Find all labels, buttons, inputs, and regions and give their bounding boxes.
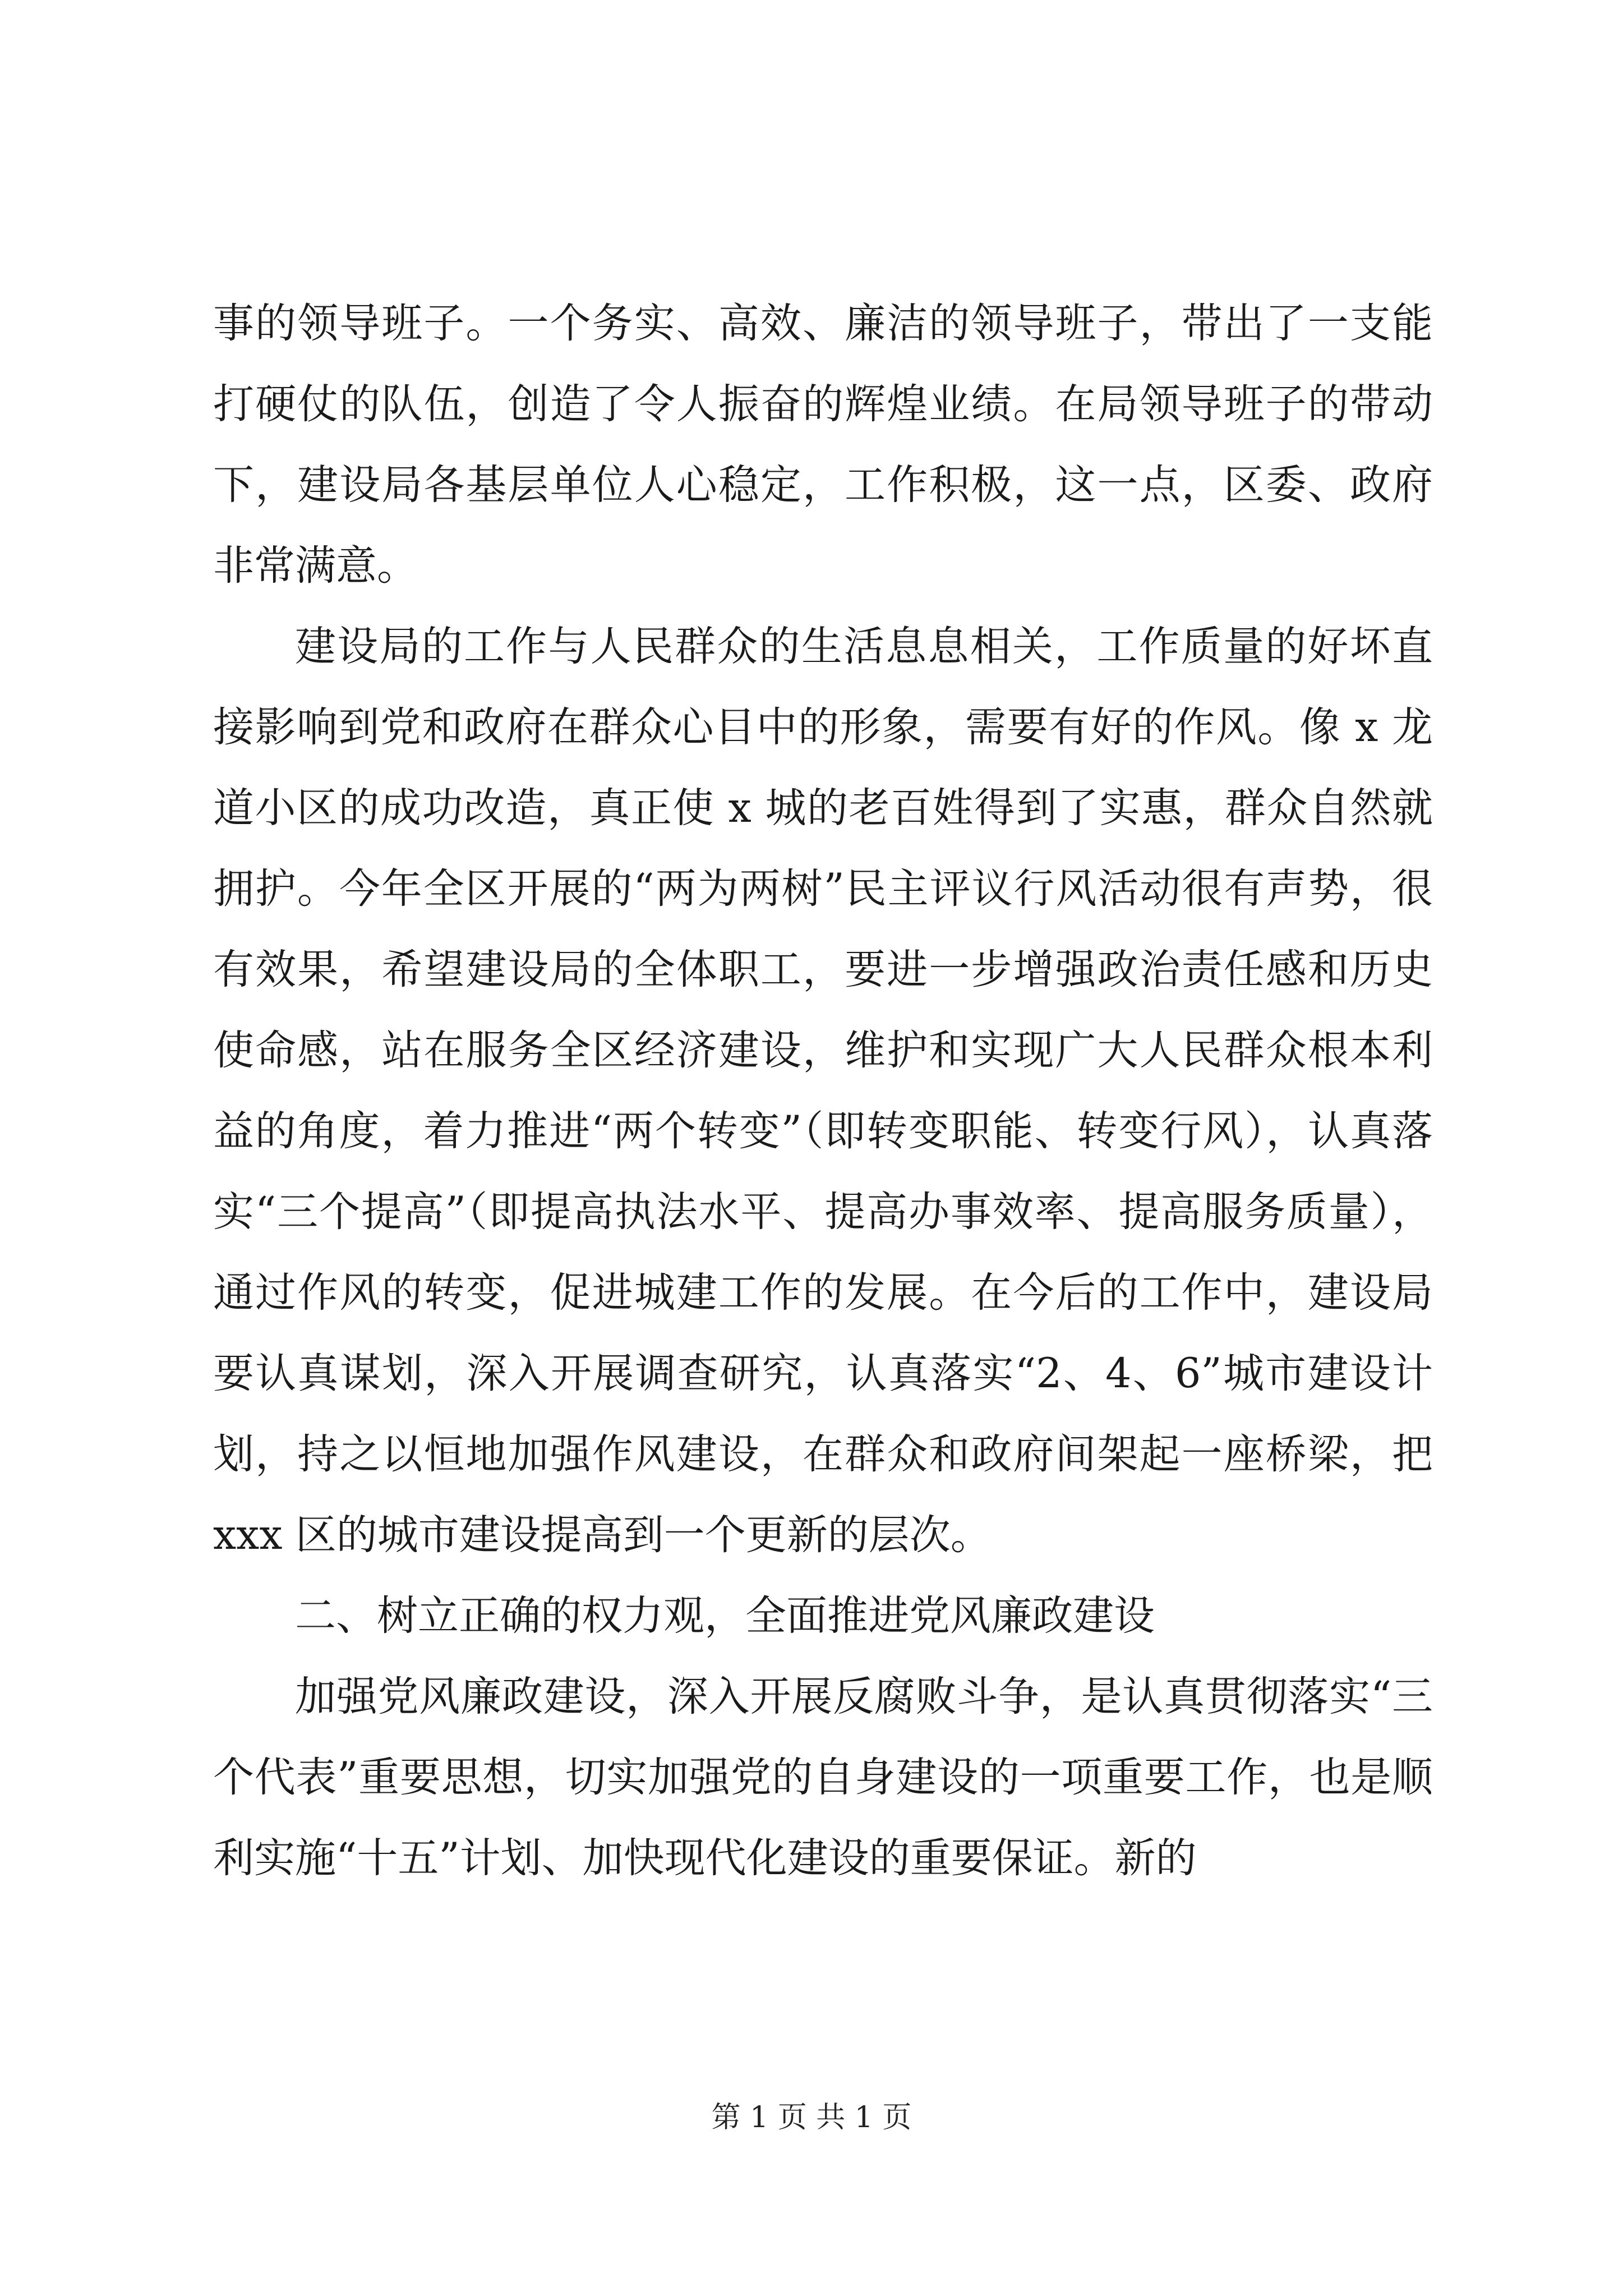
paragraph-anti-corruption: 加强党风廉政建设，深入开展反腐败斗争，是认真贯彻落实“三个代表”重要思想，切实加强党的自身建设的一项重要工作，也是顺利实施“十五”计划、加快现代化建设的重要保证。新的 (213, 1673, 1433, 1882)
section-heading: 二、树立正确的权力观，全面推进党风廉政建设 (295, 1592, 1155, 1640)
paragraph-leadership-team: 事的领导班子。一个务实、高效、廉洁的领导班子，带出了一支能打硬仗的队伍，创造了令人振奋的辉煌业绩。在局领导班子的带动下，建设局各基层单位人心稳定，工作积极，这一点，区委、政府非常满意。 (213, 300, 1433, 590)
page-footer: 第 1 页 共 1 页 (711, 2101, 912, 2134)
document-body (213, 283, 1433, 1899)
paragraph-work-style: 建设局的工作与人民群众的生活息息相关，工作质量的好坏直接影响到党和政府在群众心目中的形象，需要有好的作风。像 x 龙道小区的成功改造，真正使 x 城的老百姓得到了实惠，群众自然就拥护。今年全区开展的“两为两树”民主评议行风活动很有声势，很有效果，希望建设局的全体职工，要进一步增强政治责任感和历史使命感，站在服务全区经济建设，维护和实现广大人民群众根本利益的角度，着力推进“两个转变”（即转变职能、转变行风），认真落实“三个提高”（即提高执法水平、提高办事效率、提高服务质量），通过作风的转变，促进城建工作的发展。在今后的工作中，建设局要认真谋划，深入开展调查研究，认真落实“2、4、6”城市建设计划，持之以恒地加强作风建设，在群众和政府间架起一座桥梁，把 xxx 区的城市建设提高到一个更新的层次。 (213, 623, 1433, 1559)
